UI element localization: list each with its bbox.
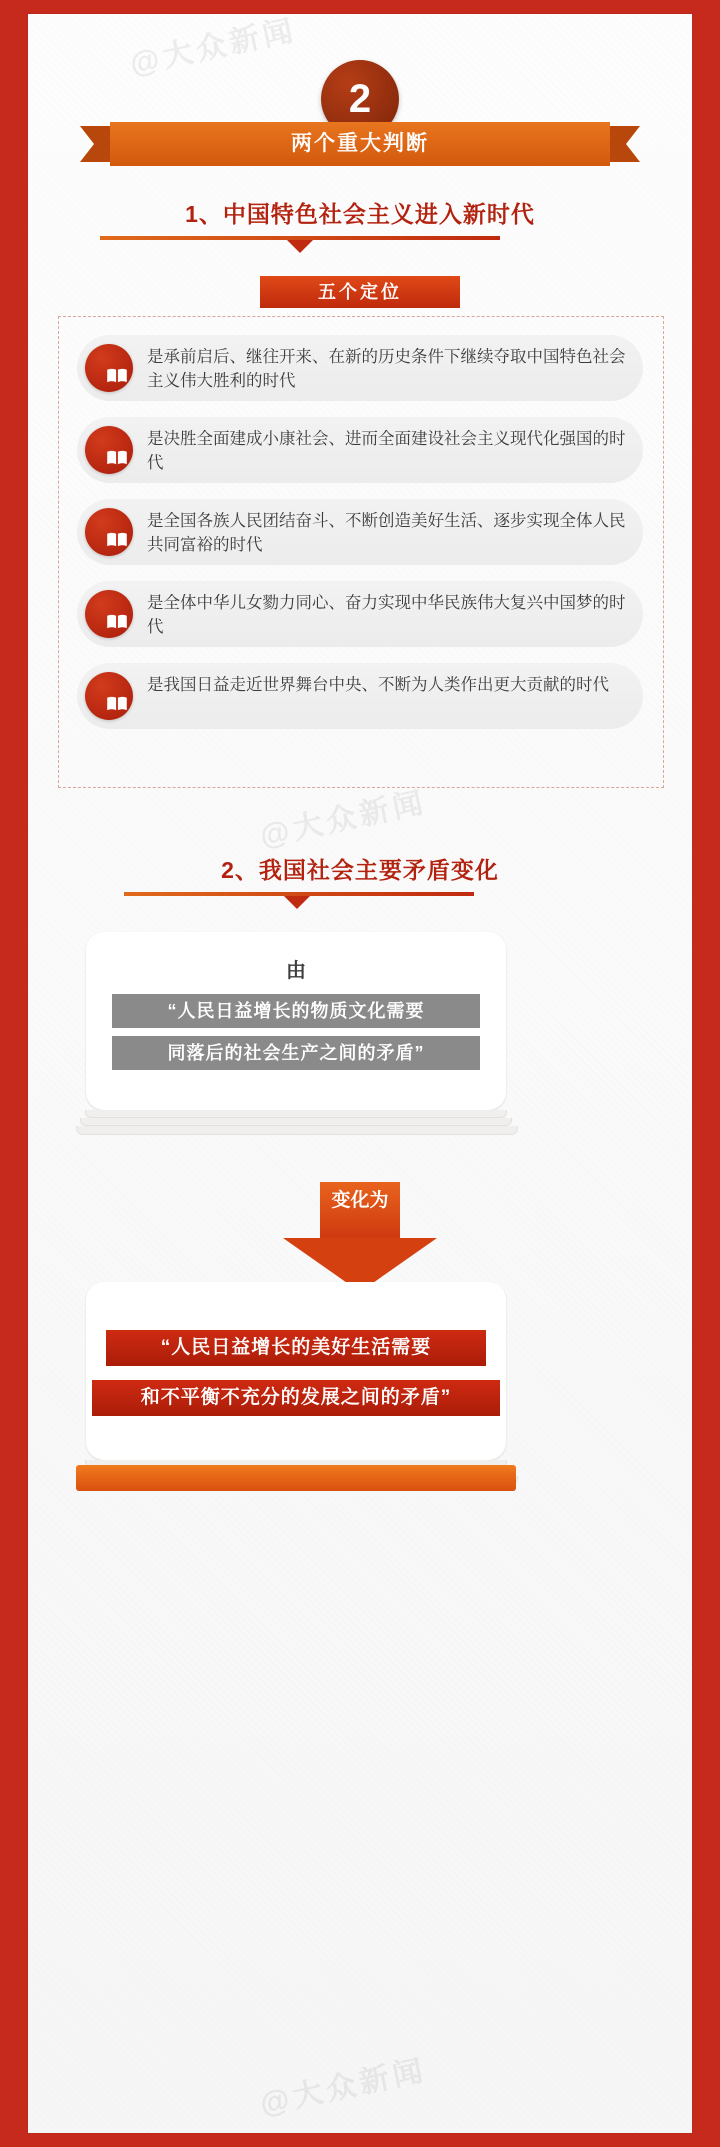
- list-item-text: 是决胜全面建成小康社会、进而全面建设社会主义现代化强国的时代: [147, 430, 626, 472]
- bottom-accent-bar: [76, 1465, 516, 1491]
- book-icon-glyph: [106, 450, 128, 466]
- watermark-middle: @大众新闻: [257, 785, 430, 854]
- section-ribbon: [80, 122, 640, 166]
- ribbon-tail-left: [80, 126, 114, 162]
- book-icon: [85, 426, 133, 474]
- book-icon-glyph: [106, 532, 128, 548]
- watermark-top: @大众新闻: [127, 13, 300, 82]
- list-item-text: 是承前启后、继往开来、在新的历史条件下继续夺取中国特色社会主义伟大胜利的时代: [147, 348, 626, 390]
- watermark-bottom: @大众新闻: [257, 2053, 430, 2122]
- to-line-2: 和不平衡不充分的发展之间的矛盾”: [92, 1380, 500, 1416]
- part1-heading: 1、中国特色社会主义进入新时代: [185, 201, 535, 227]
- content-sheet: [28, 14, 692, 2133]
- part2-heading-arrow: [284, 896, 310, 909]
- book-icon-glyph: [106, 696, 128, 712]
- list-item-text: 是我国日益走近世界舞台中央、不断为人类作出更大贡献的时代: [147, 676, 609, 694]
- book-icon-glyph: [106, 368, 128, 384]
- book-icon-glyph: [106, 614, 128, 630]
- from-line-2: 同落后的社会生产之间的矛盾”: [112, 1036, 480, 1070]
- ribbon-tail-right: [606, 126, 640, 162]
- from-card-stack: [76, 932, 516, 1152]
- from-line-1: “人民日益增长的物质文化需要: [112, 994, 480, 1028]
- book-icon: [85, 590, 133, 638]
- part1-heading-arrow: [287, 240, 313, 253]
- list-item-text: 是全国各族人民团结奋斗、不断创造美好生活、逐步实现全体人民共同富裕的时代: [147, 512, 626, 554]
- to-line-1: “人民日益增长的美好生活需要: [106, 1330, 486, 1366]
- list-item: [77, 581, 643, 647]
- book-icon: [85, 508, 133, 556]
- change-arrow: [283, 1182, 437, 1292]
- five-positions-container: [58, 316, 664, 788]
- book-icon: [85, 672, 133, 720]
- part2-heading: 2、我国社会主要矛盾变化: [221, 857, 499, 883]
- five-positions-tag: 五个定位: [260, 276, 460, 308]
- book-icon: [85, 344, 133, 392]
- list-item: [77, 663, 643, 729]
- from-label: 由: [286, 960, 306, 982]
- from-card-pages: [76, 1110, 516, 1135]
- list-item: [77, 335, 643, 401]
- section-number-badge: 2: [321, 60, 399, 138]
- list-item-text: 是全体中华儿女勠力同心、奋力实现中华民族伟大复兴中国梦的时代: [147, 594, 626, 636]
- ribbon-title: 两个重大判断: [110, 122, 610, 166]
- change-arrow-label: 变化为: [331, 1190, 389, 1211]
- list-item: [77, 417, 643, 483]
- to-card: [86, 1282, 506, 1460]
- list-item: [77, 499, 643, 565]
